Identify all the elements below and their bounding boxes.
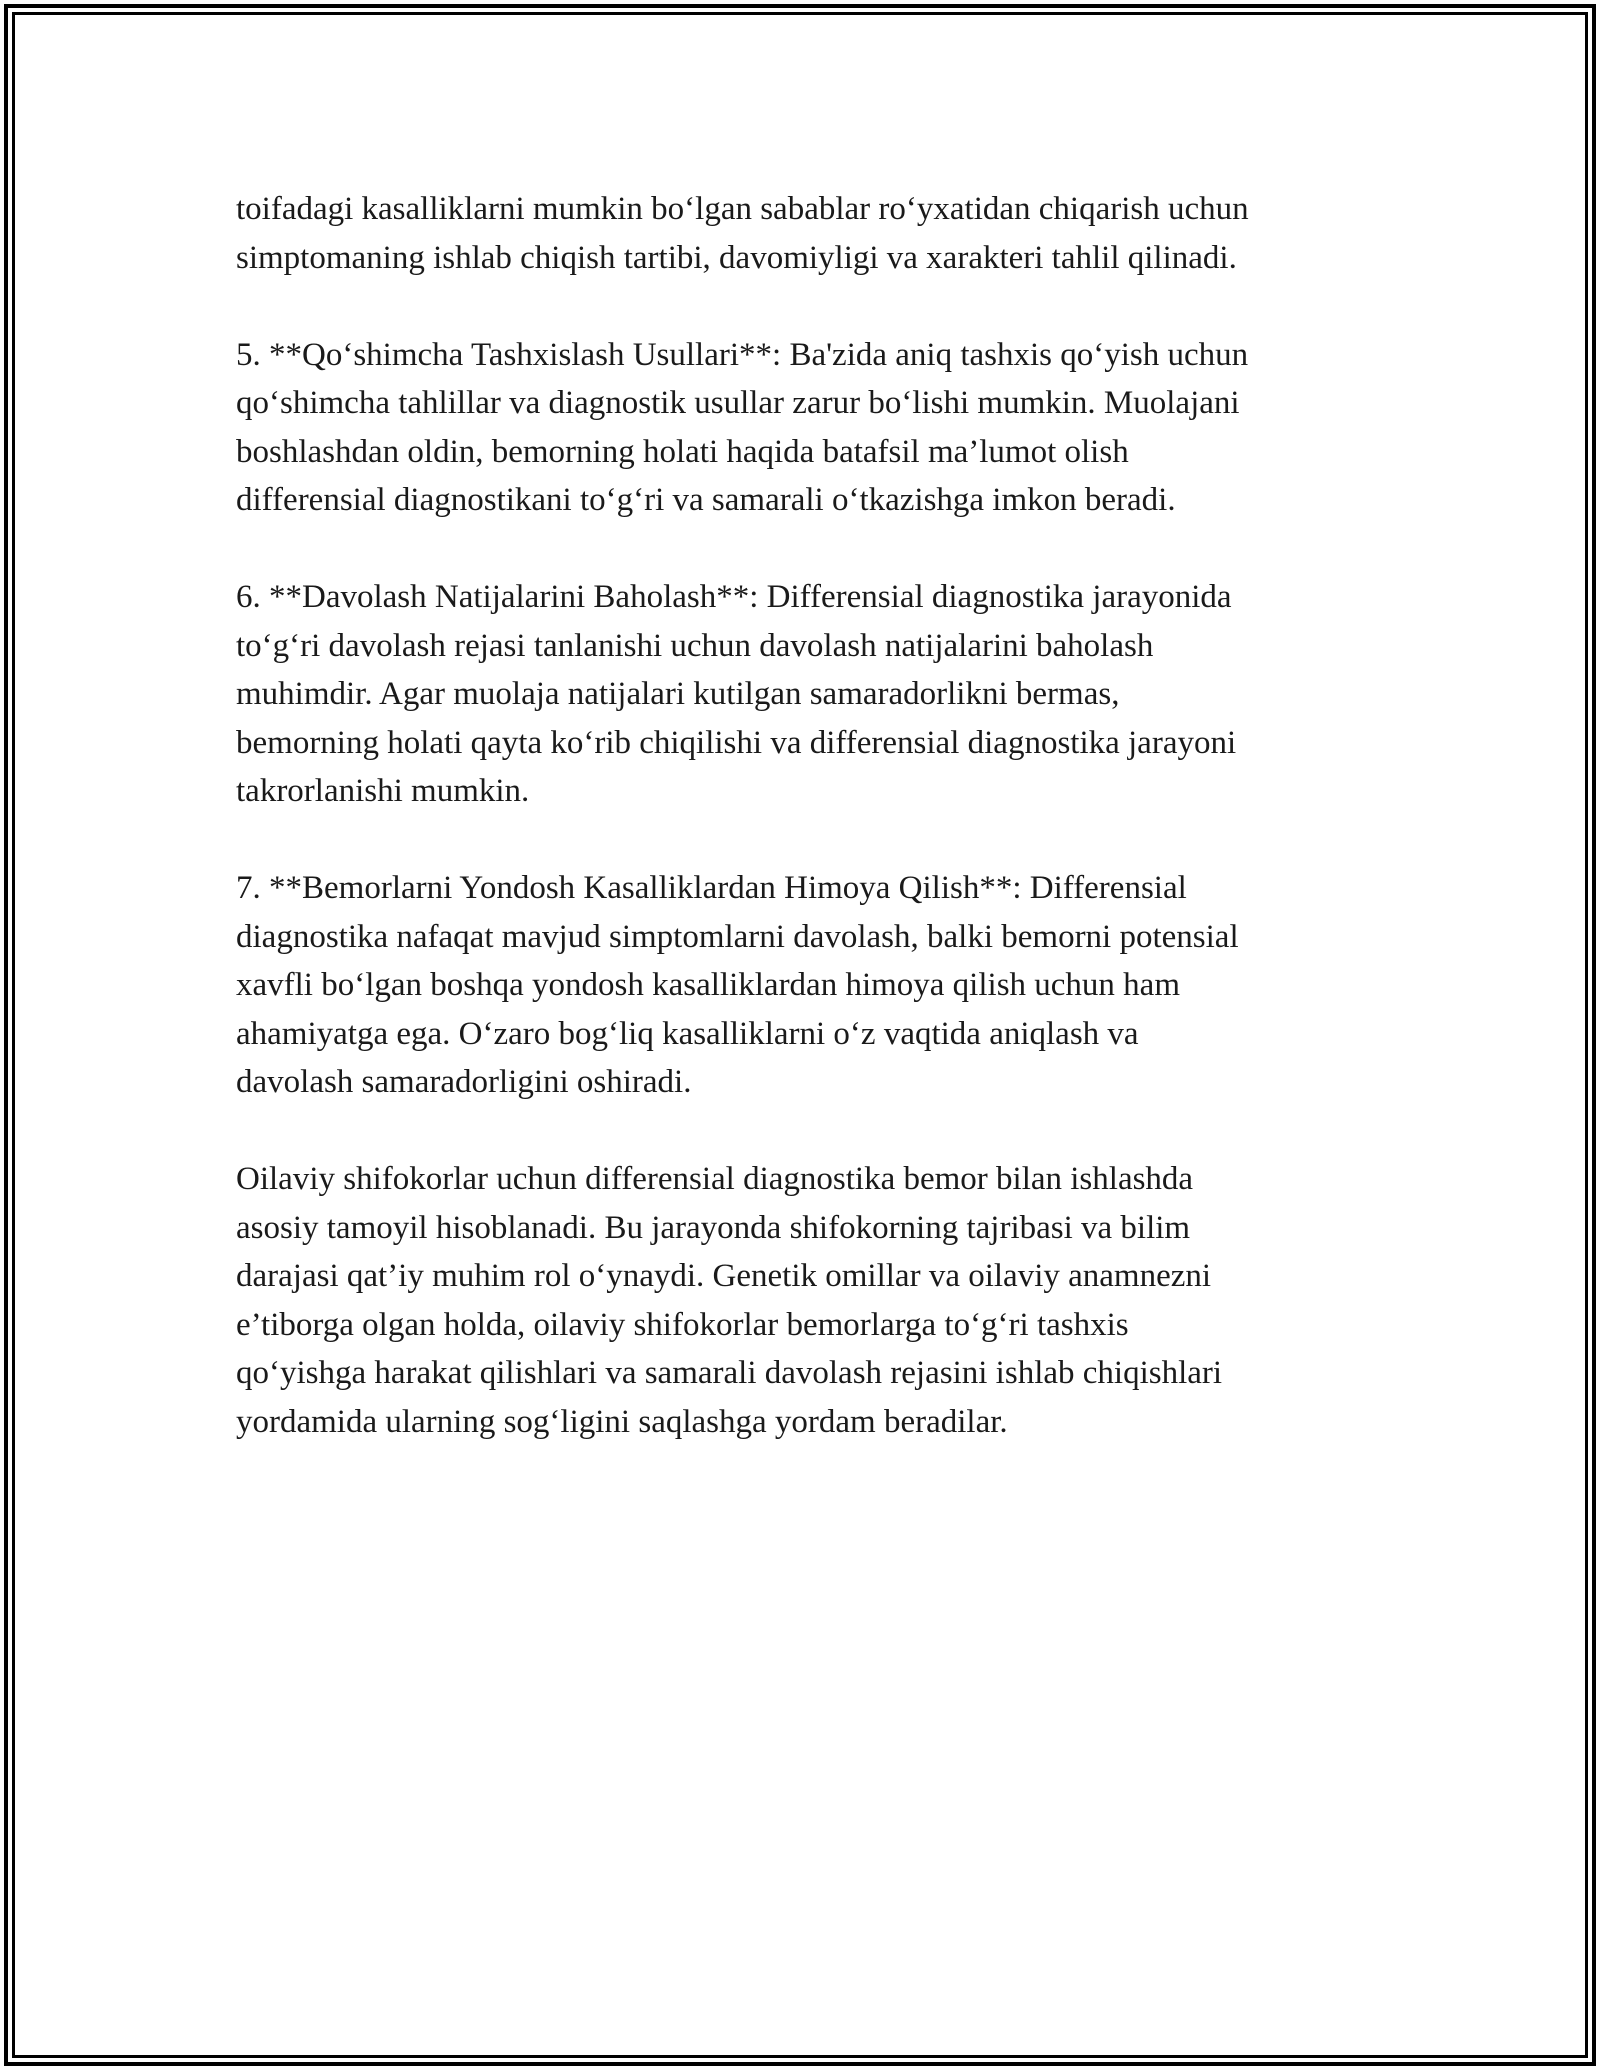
paragraph-comorbidity-protection: 7. **Bemorlarni Yondosh Kasalliklardan Himoya Qilish**: Differensial diagnostika nafaqat mavjud simptomlarni davolash, balki bemorni potensial xavfli bo‘lgan boshqa yondosh kasalliklardan himoya qilish uchun ham ahamiyatga ega. O‘zaro bog‘liq kasalliklarni o‘z vaqtida aniqlash va davolash samaradorligini oshiradi. [236,870,1239,1100]
paragraph-treatment-evaluation: 6. **Davolash Natijalarini Baholash**: Differensial diagnostika jarayonida to‘g‘ri davolash rejasi tanlanishi uchun davolash natijalarini baholash muhimdir. Agar muolaja natijalari kutilgan samaradorlikni bermas, bemorning holati qayta ko‘rib chiqilishi va differensial diagnostika jarayoni takrorlanishi mumkin. [236,579,1237,809]
paragraph-additional-diagnostic-methods: 5. **Qo‘shimcha Tashxislash Usullari**: Ba'zida aniq tashxis qo‘yish uchun qo‘shimcha tahlillar va diagnostik usullar zarur bo‘lishi mumkin. Muolajani boshlashdan oldin, bemorning holati haqida batafsil ma’lumot olish differensial diagnostikani to‘g‘ri va samarali o‘tkazishga imkon beradi. [236,336,1249,518]
document-body [236,185,1386,1495]
paragraph-symptom-analysis: toifadagi kasalliklarni mumkin bo‘lgan sabablar ro‘yxatidan chiqarish uchun simptomaning ishlab chiqish tartibi, davomiyligi va xarakteri tahlil qilinadi. [236,191,1249,276]
paragraph-conclusion: Oilaviy shifokorlar uchun differensial diagnostika bemor bilan ishlashda asosiy tamoyil hisoblanadi. Bu jarayonda shifokorning tajribasi va bilim darajasi qat’iy muhim rol o‘ynaydi. Genetik omillar va oilaviy anamnezni e’tiborga olgan holda, oilaviy shifokorlar bemorlarga to‘g‘ri tashxis qo‘yishga harakat qilishlari va samarali davolash rejasini ishlab chiqishlari yordamida ularning sog‘ligini saqlashga yordam beradilar. [236,1161,1223,1440]
